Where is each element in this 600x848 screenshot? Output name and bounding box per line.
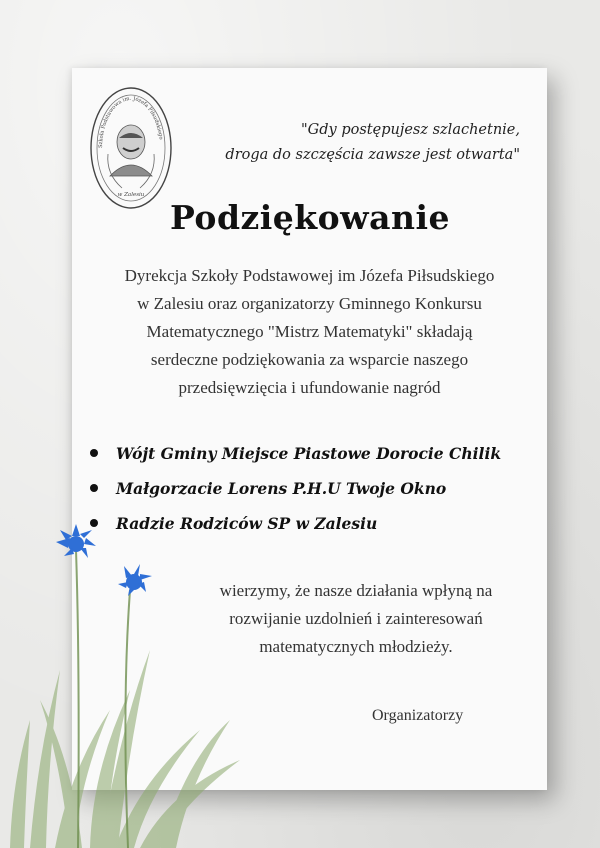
sponsor-name: Małgorzacie Lorens P.H.U Twoje Okno: [116, 479, 447, 498]
acknowledgement-text: [72, 262, 547, 402]
closing-line: wierzymy, że nasze działania wpłyną na: [219, 581, 493, 600]
sponsor-name: Wójt Gminy Miejsce Piastowe Dorocie Chilik: [116, 444, 502, 463]
body-line: serdeczne podziękowania za wsparcie naszego: [150, 350, 469, 369]
bullet-icon: [90, 449, 98, 457]
bullet-icon: [90, 484, 98, 492]
quote-line: droga do szczęścia zawsze jest otwarta": [225, 147, 520, 163]
closing-line: rozwijanie uzdolnień i zainteresowań: [229, 609, 483, 628]
cornflower-illustration: [0, 520, 250, 848]
body-line: w Zalesiu oraz organizatorzy Gminnego Konkursu: [137, 294, 482, 313]
cornflower-icon: [118, 564, 152, 596]
page-title: Podziękowanie: [170, 198, 450, 237]
motto-quote: [200, 118, 520, 168]
list-item: [88, 436, 538, 471]
seal-bottom-text: w Zalesiu: [117, 192, 145, 198]
signature: Organizatorzy: [372, 707, 464, 724]
seal-top-text: Szkoła Podstawowa im. Józefa Piłsudskiego: [97, 95, 164, 149]
closing-line: matematycznych młodzieży.: [259, 637, 453, 656]
sponsor-name: Radzie Rodziców SP w Zalesiu: [116, 514, 378, 533]
school-seal: [88, 84, 174, 212]
quote-line: "Gdy postępujesz szlachetnie,: [301, 122, 520, 138]
list-item: [88, 471, 538, 506]
body-line: Dyrekcja Szkoły Podstawowej im Józefa Piłsudskiego: [124, 266, 495, 285]
portrait-icon: [110, 125, 152, 176]
body-line: przedsięwzięcia i ufundowanie nagród: [178, 378, 441, 397]
body-line: Matematycznego "Mistrz Matematyki" składają: [146, 322, 473, 341]
